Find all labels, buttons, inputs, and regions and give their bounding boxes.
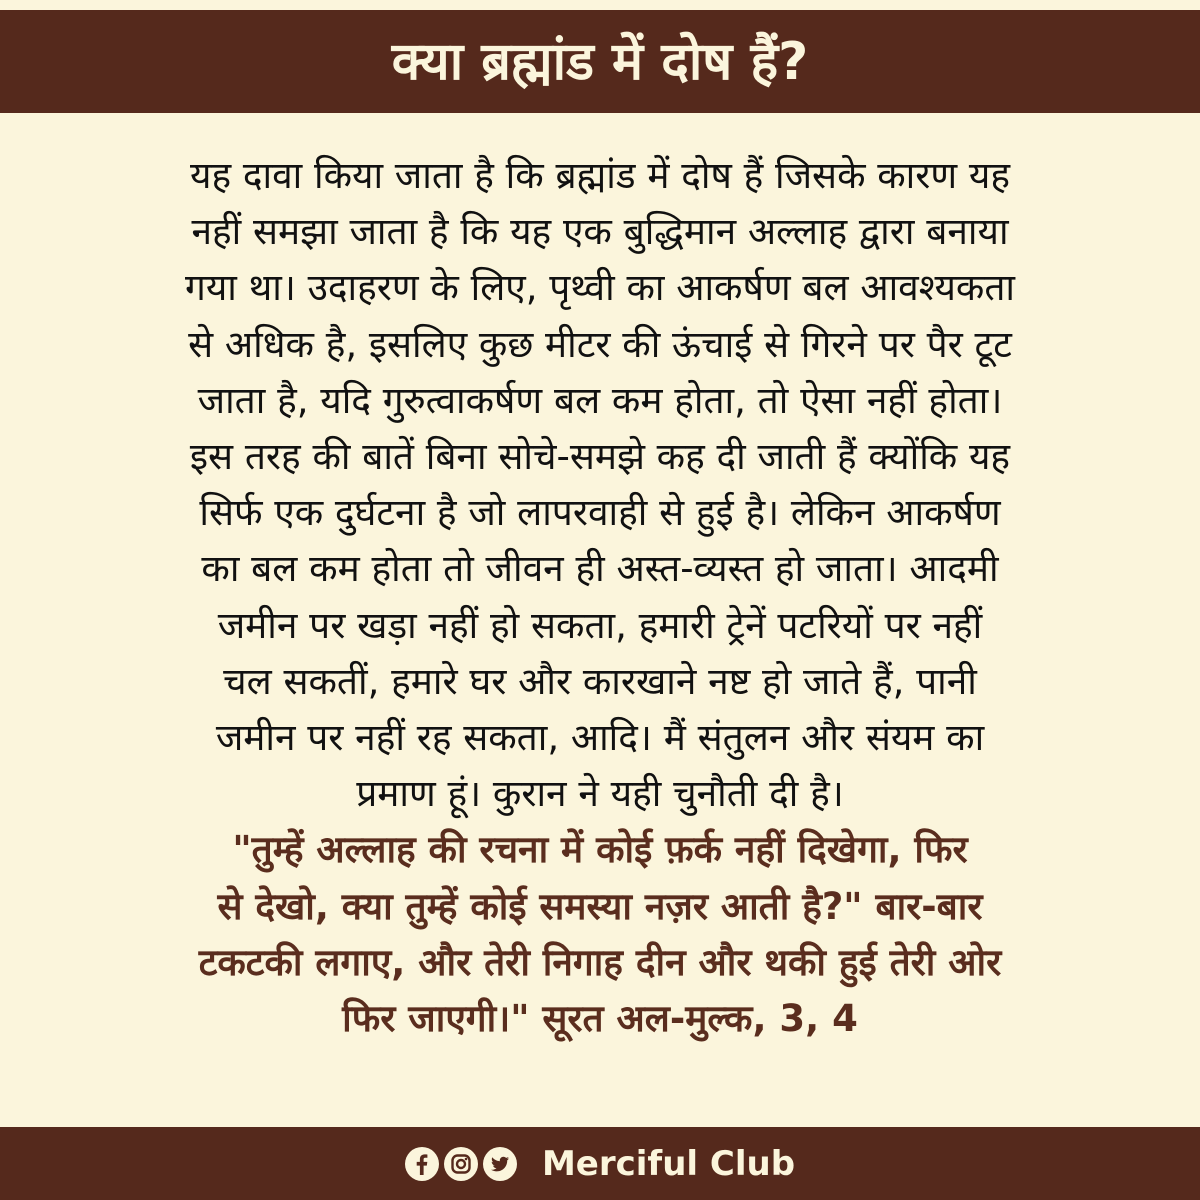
quote-line: टकटकी लगाए, और तेरी निगाह दीन और थकी हुई तेरी ओर	[198, 940, 1002, 984]
body-line: का बल कम होता तो जीवन ही अस्त-व्यस्त हो जाता। आदमी	[201, 547, 999, 591]
page-title: क्या ब्रह्मांड में दोष हैं?	[391, 31, 809, 92]
social-icons	[405, 1147, 522, 1181]
instagram-icon[interactable]	[444, 1147, 478, 1181]
body-line: प्रमाण हूं। कुरान ने यही चुनौती दी है।	[356, 772, 844, 816]
body-line: सिर्फ एक दुर्घटना है जो लापरवाही से हुई है। लेकिन आकर्षण	[199, 491, 1001, 535]
facebook-icon[interactable]	[405, 1147, 439, 1181]
brand-name: Merciful Club	[541, 1143, 796, 1184]
body-line: यह दावा किया जाता है कि ब्रह्मांड में दोष हैं जिसके कारण यह	[189, 154, 1010, 197]
quote-line: से देखो, क्या तुम्हें कोई समस्या नज़र आती है?" बार-बार	[217, 884, 983, 928]
body-line: जमीन पर नहीं रह सकता, आदि। मैं संतुलन और संयम का	[215, 716, 985, 760]
header-band	[0, 10, 1200, 113]
quote-line: "तुम्हें अल्लाह की रचना में कोई फ़र्क नहीं दिखेगा, फिर	[232, 828, 968, 872]
body-line: चल सकतीं, हमारे घर और कारखाने नष्ट हो जाते हैं, पानी	[223, 659, 977, 703]
body-line: नहीं समझा जाता है कि यह एक बुद्धिमान अल्लाह द्वारा बनाया	[191, 210, 1009, 254]
quote-line: फिर जाएगी।" सूरत अल-मुल्क, 3, 4	[342, 997, 858, 1041]
footer-band	[0, 1127, 1200, 1200]
body-line: से अधिक है, इसलिए कुछ मीटर की ऊंचाई से गिरने पर पैर टूट	[188, 322, 1012, 366]
body-line: जमीन पर खड़ा नहीं हो सकता, हमारी ट्रेनें पटरियों पर नहीं	[217, 603, 983, 647]
twitter-icon[interactable]	[483, 1147, 517, 1181]
body-line: गया था। उदाहरण के लिए, पृथ्वी का आकर्षण बल आवश्यकता	[184, 266, 1015, 310]
article-body	[40, 148, 1160, 1047]
body-line: इस तरह की बातें बिना सोचे-समझे कह दी जाती हैं क्योंकि यह	[189, 435, 1011, 479]
body-line: जाता है, यदि गुरुत्वाकर्षण बल कम होता, तो ऐसा नहीं होता।	[197, 378, 1003, 422]
